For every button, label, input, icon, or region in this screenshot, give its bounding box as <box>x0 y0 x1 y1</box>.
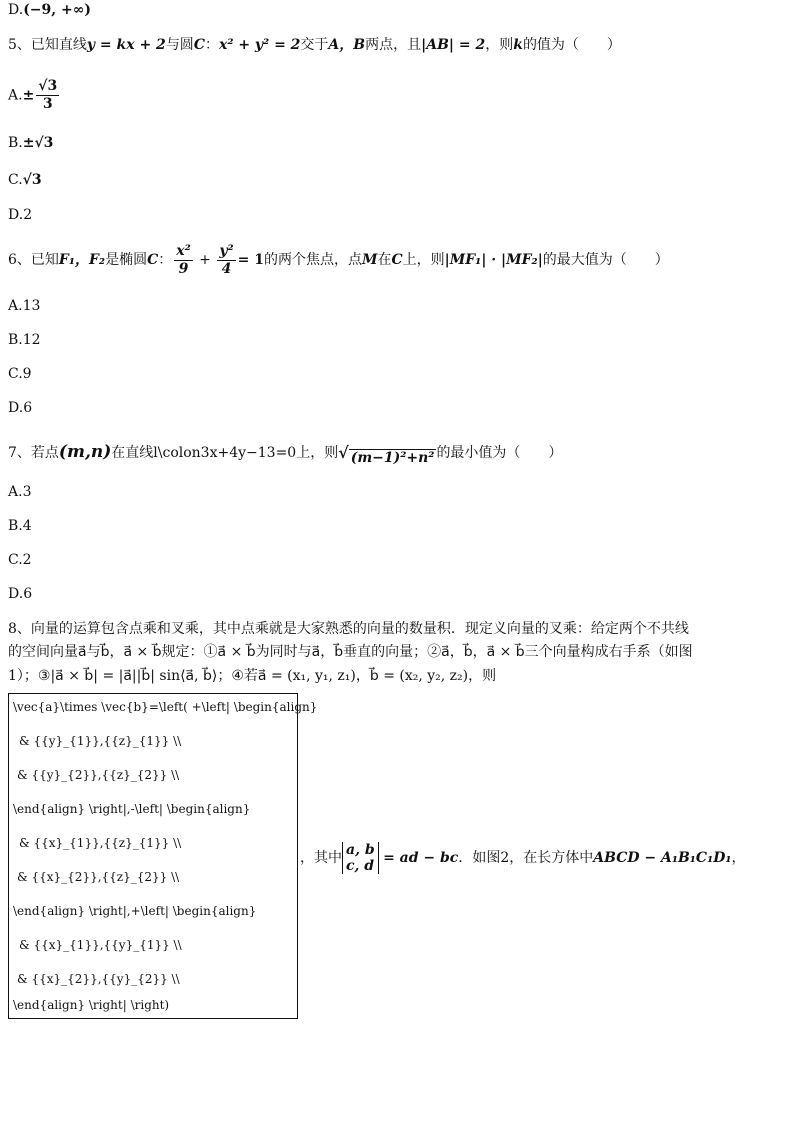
code-line: & {{y}_{2}},{{z}_{2}} \\ <box>17 768 180 782</box>
code-line: \end{align} \right|,-\left| \begin{align} <box>13 802 251 816</box>
option-value: 2 <box>22 552 32 568</box>
q5-stem-text: 两点，且 <box>365 37 422 53</box>
option-value: ±√3 <box>22 135 54 151</box>
q6-stem-text: 的两个焦点，点 <box>264 252 362 268</box>
q6-ellipse-name: C <box>147 252 159 268</box>
option-label: C. <box>8 172 23 188</box>
code-line: & {{x}_{2}},{{z}_{2}} \\ <box>17 870 180 884</box>
code-line: & {{y}_{1}},{{z}_{1}} \\ <box>19 734 182 748</box>
latex-code-box <box>8 693 318 1019</box>
q5-points: A，B <box>328 37 366 53</box>
q8-text: ， <box>731 850 746 866</box>
fraction-numerator: x² <box>176 242 191 259</box>
q4-option-d <box>8 0 91 20</box>
option-value: √3 <box>22 172 42 188</box>
option-label: D. <box>8 207 24 223</box>
q5-stem: 5、已知直线y = kx + 2与圆C：x² + y² = 2交于A，B两点，且|AB| = 2，则k的值为（ ） <box>8 37 621 53</box>
q5-stem-text: 交于 <box>300 37 329 53</box>
q6-stem-text: 在 <box>377 252 392 268</box>
q8-text: ．如图2，在长方体中 <box>458 850 594 866</box>
option-value: 12 <box>22 332 41 348</box>
q7-point: (m,n) <box>58 442 112 462</box>
option-label: B. <box>8 518 23 534</box>
q8-line-2: 的空间向量a⃗与b⃗，a⃗ × b⃗规定：①a⃗ × b⃗为同时与a⃗，b⃗垂直的向量；②a⃗，b⃗，a⃗ × b⃗三个向量构成右手系（如图 <box>8 644 693 660</box>
q5-option-a <box>8 78 61 113</box>
det-row-2: c, d <box>346 858 375 874</box>
q6-stem-text: 的最大值为（ ） <box>542 252 669 268</box>
q7-stem-text: 在直线 <box>111 445 154 461</box>
option-label: D. <box>8 586 24 602</box>
q6-equals: = 1 <box>237 252 264 268</box>
q5-option-c <box>8 170 42 190</box>
q7-sqrt: √ (m−1)²+n² <box>338 443 435 466</box>
q7-stem <box>8 438 562 467</box>
q8-after-box <box>300 838 745 878</box>
q6-option-a <box>8 296 40 316</box>
code-line: \end{align} \right|,+\left| \begin{align} <box>13 904 257 918</box>
option-sign: ± <box>22 87 35 104</box>
q6-stem: 6、已知F₁，F₂是椭圆C： $\frac{\text{x²}}{9}$ + $\frac{\text{y²}}{4}$ = 1的两个焦点，点M在C上，则|MF₁| · |MF₂|的最大值为（ ） <box>8 242 669 277</box>
code-line: & {{x}_{1}},{{y}_{1}} \\ <box>19 938 182 952</box>
q7-option-c <box>8 550 32 570</box>
option-label: A. <box>8 87 23 104</box>
option-label: C. <box>8 366 23 382</box>
option-label: A. <box>8 298 23 314</box>
option-label: C. <box>8 552 23 568</box>
option-fraction <box>36 78 59 113</box>
fraction-denominator: 9 <box>178 260 189 277</box>
q7-option-b <box>8 516 32 536</box>
q7-option-a <box>8 482 31 502</box>
q6-fraction-x <box>174 243 192 278</box>
option-value: 4 <box>22 518 32 534</box>
option-label: B. <box>8 135 23 151</box>
q6-stem-text: 上，则 <box>402 252 445 268</box>
q5-stem-text: 的值为（ ） <box>522 37 621 53</box>
q6-fraction-y <box>217 243 235 278</box>
q8-solid: ABCD − A₁B₁C₁D₁ <box>593 850 732 866</box>
code-line: \vec{a}\times \vec{b}=\left( +\left| \begin{align} <box>13 700 318 714</box>
q5-stem-text: 5、已知直线 <box>8 37 87 53</box>
q8-line-3: 1）；③|a⃗ × b⃗| = |a⃗||b⃗| sin⟨a⃗, b⃗⟩；④若a⃗ = (x₁, y₁, z₁)，b⃗ = (x₂, y₂, z₂)，则 <box>8 668 497 684</box>
q7-stem-text: 上，则 <box>296 445 339 461</box>
q5-stem-text: 与圆 <box>165 37 194 53</box>
fraction-denominator: 4 <box>221 260 232 277</box>
fraction-denominator: 3 <box>42 96 53 112</box>
q6-option-b <box>8 330 41 350</box>
option-label: D. <box>8 400 24 416</box>
q6-product: |MF₁| · |MF₂| <box>444 252 543 268</box>
option-value: 2 <box>23 207 33 223</box>
q7-stem-text: 7、若点 <box>8 445 59 461</box>
q8-text: ，其中 <box>300 850 342 866</box>
q7-stem-text: 的最小值为（ ） <box>436 445 563 461</box>
q6-stem-text: 6、已知 <box>8 252 59 268</box>
q6-c: C <box>391 252 403 268</box>
q5-circle-equation: x² + y² = 2 <box>218 37 301 53</box>
option-value: 9 <box>22 366 32 382</box>
q5-ab-length: |AB| = 2 <box>421 37 486 53</box>
q6-point-m: M <box>362 252 378 268</box>
code-line: \end{align} \right| \right) <box>13 998 170 1012</box>
fraction-numerator: √3 <box>38 78 58 94</box>
option-label: A. <box>8 484 23 500</box>
det-row-1: a, b <box>346 842 375 858</box>
q5-option-d <box>8 205 32 225</box>
determinant <box>342 842 379 874</box>
option-value: (−9, +∞) <box>23 2 92 18</box>
fraction-numerator: y² <box>219 242 234 259</box>
code-line: & {{x}_{1}},{{z}_{1}} \\ <box>19 836 182 850</box>
q7-option-d <box>8 584 32 604</box>
q6-foci: F₁，F₂ <box>58 252 106 268</box>
option-value: 6 <box>23 400 33 416</box>
option-value: 13 <box>22 298 41 314</box>
q7-sqrt-expression: (m−1)²+n² <box>350 450 435 466</box>
q6-option-c <box>8 364 32 384</box>
q6-stem-text: 是椭圆 <box>105 252 148 268</box>
q5-circle-name: C <box>193 37 205 53</box>
option-label: B. <box>8 332 23 348</box>
option-value: 6 <box>23 586 33 602</box>
option-value: 3 <box>22 484 32 500</box>
code-line: & {{x}_{2}},{{y}_{2}} \\ <box>17 972 180 986</box>
q5-k: k <box>513 37 523 53</box>
q7-line: l\colon3x+4y−13=0 <box>153 445 297 461</box>
det-equation: = ad − bc <box>383 850 459 866</box>
q8-line-1: 8、向量的运算包含点乘和叉乘，其中点乘就是大家熟悉的向量的数量积．现定义向量的叉乘：给定两个不共线 <box>8 621 689 637</box>
q6-option-d <box>8 398 32 418</box>
q5-line-equation: y = kx + 2 <box>86 37 166 53</box>
q5-option-b <box>8 133 53 153</box>
q5-stem-text: ，则 <box>485 37 514 53</box>
option-label: D. <box>8 2 24 18</box>
